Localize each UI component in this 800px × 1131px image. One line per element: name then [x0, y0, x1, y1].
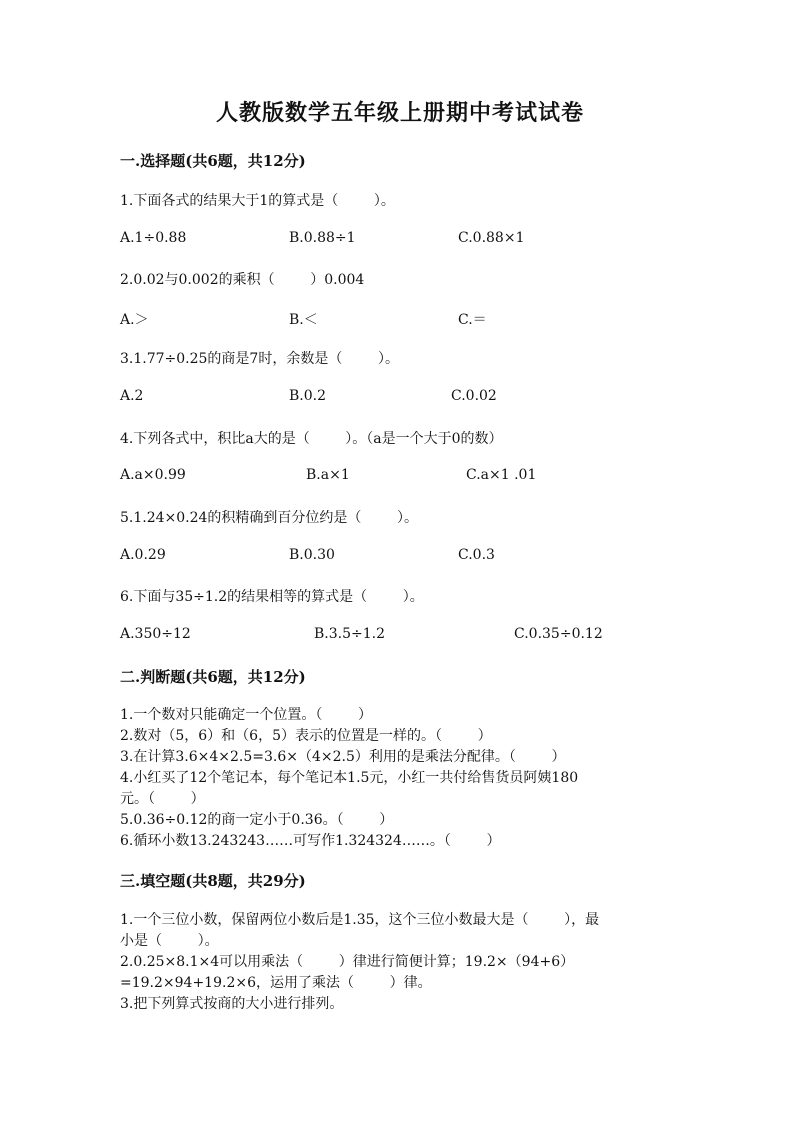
judgment-line: 5.0.36÷0.12的商一定小于0.36。（ ） [120, 812, 394, 828]
option-b: B.0.88÷1 [289, 230, 356, 246]
judgment-line: 6.循环小数13.243243……可写作1.324324……。（ ） [120, 833, 501, 849]
option-c: C.＝ [458, 312, 487, 328]
section-heading-fill-in: 三.填空题(共8题，共29分) [120, 872, 306, 890]
question-stem: 2.0.02与0.002的乘积（ ）0.004 [120, 272, 365, 288]
option-a: A.1÷0.88 [120, 230, 187, 246]
option-b: B.＜ [289, 312, 318, 328]
judgment-line: 3.在计算3.6×4×2.5=3.6×（4×2.5）利用的是乘法分配律。（ ） [120, 749, 566, 765]
option-a: A.＞ [120, 312, 149, 328]
judgment-line: 1.一个数对只能确定一个位置。（ ） [120, 707, 372, 723]
option-b: B.0.30 [289, 547, 335, 563]
section-heading-choice: 一.选择题(共6题，共12分) [120, 152, 306, 170]
fill-line: 2.0.25×8.1×4可以用乘法（ ）律进行简便计算；19.2×（94+6） [120, 954, 575, 970]
option-a: A.2 [120, 388, 144, 404]
option-c: C.0.02 [451, 388, 497, 404]
question-stem: 3.1.77÷0.25的商是7时，余数是（ ）。 [120, 351, 399, 367]
fill-line: 小是（ ）。 [120, 933, 219, 949]
fill-line: =19.2×94+19.2×6，运用了乘法（ ）律。 [120, 975, 432, 991]
option-b: B.0.2 [289, 388, 327, 404]
section-heading-judgment: 二.判断题(共6题，共12分) [120, 668, 306, 686]
fill-line: 3.把下列算式按商的大小进行排列。 [120, 996, 344, 1012]
question-stem: 6.下面与35÷1.2的结果相等的算式是（ ）。 [120, 589, 424, 605]
judgment-line: 2.数对（5，6）和（6，5）表示的位置是一样的。（ ） [120, 728, 492, 744]
option-c: C.0.3 [458, 547, 495, 563]
option-b: B.3.5÷1.2 [314, 626, 385, 642]
page-title: 人教版数学五年级上册期中考试试卷 [215, 100, 584, 126]
question-stem: 4.下列各式中，积比a大的是（ ）。（a是一个大于0的数） [120, 431, 503, 447]
option-c: C.a×1 .01 [466, 467, 537, 483]
option-a: A.0.29 [120, 547, 166, 563]
question-stem: 1.下面各式的结果大于1的算式是（ ）。 [120, 193, 395, 209]
judgment-line: 元。（ ） [120, 791, 205, 807]
question-stem: 5.1.24×0.24的积精确到百分位约是（ ）。 [120, 510, 419, 526]
option-c: C.0.35÷0.12 [514, 626, 603, 642]
option-a: A.a×0.99 [120, 467, 186, 483]
option-b: B.a×1 [306, 467, 350, 483]
option-a: A.350÷12 [120, 626, 191, 642]
fill-line: 1.一个三位小数，保留两位小数后是1.35，这个三位小数最大是（ ），最 [120, 912, 600, 928]
judgment-line: 4.小红买了12个笔记本，每个笔记本1.5元，小红一共付给售货员阿姨180 [120, 770, 579, 786]
option-c: C.0.88×1 [458, 230, 525, 246]
